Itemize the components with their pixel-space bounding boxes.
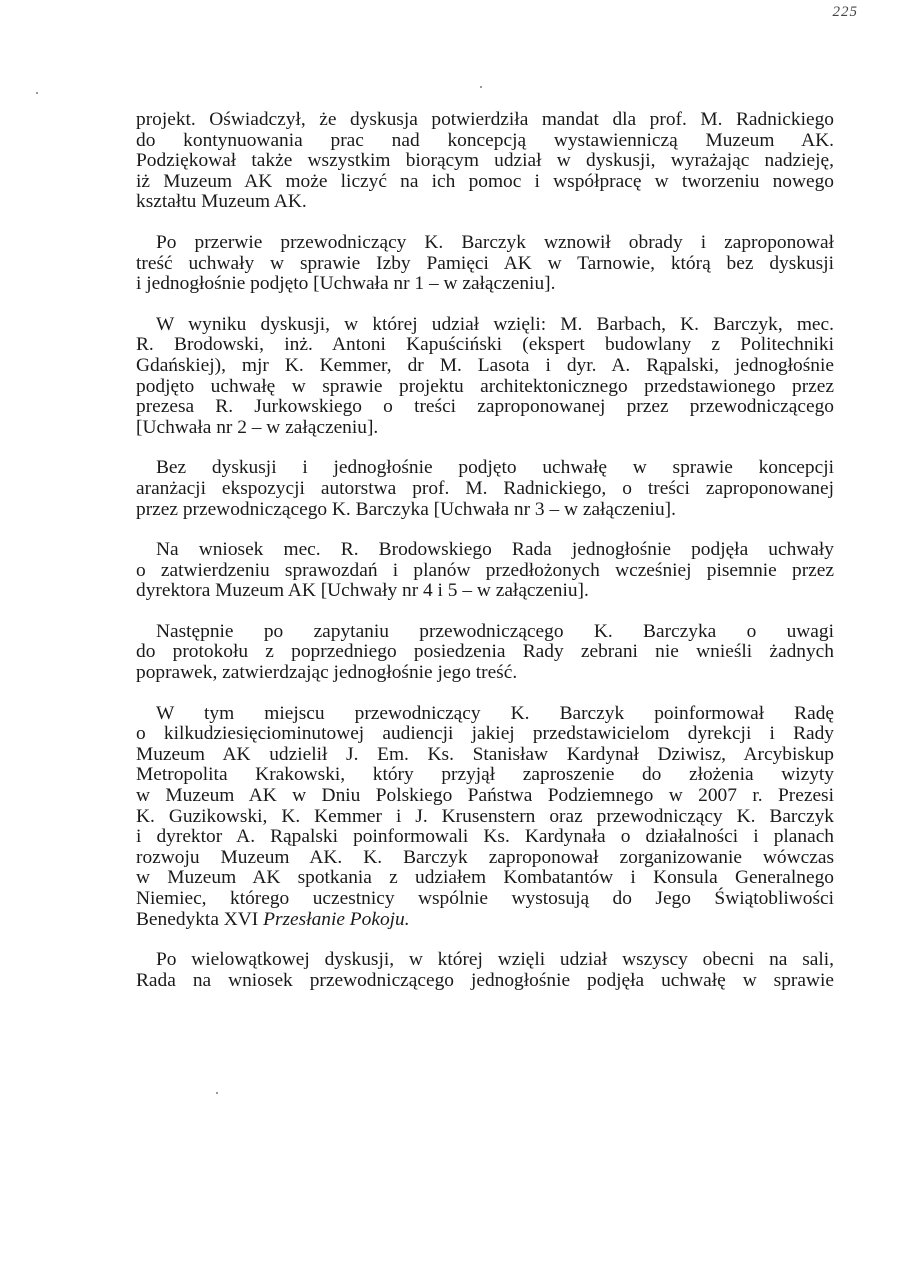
text-line: w Muzeum AK w Dniu Polskiego Państwa Podziemnego w 2007 r. Prezesi — [136, 785, 834, 807]
text-line: w Muzeum AK spotkania z udziałem Kombatantów i Konsula Generalnego — [136, 867, 834, 889]
text-line: Po wielowątkowej dyskusji, w której wzięli udział wszyscy obecni na sali, — [156, 949, 834, 971]
scan-speck — [216, 1092, 218, 1094]
text-line: o zatwierdzeniu sprawozdań i planów przedłożonych wcześniej pisemnie przez — [136, 559, 834, 581]
text-plain: Benedykta XVI — [136, 908, 264, 930]
text-line: i dyrektor A. Rąpalski poinformowali Ks. Kardynała o działalności i planach — [136, 826, 834, 848]
document-body — [136, 110, 834, 1011]
paragraph-3 — [136, 315, 834, 439]
text-line: Muzeum AK udzielił J. Em. Ks. Stanisław Kardynał Dziwisz, Arcybiskup — [136, 743, 834, 765]
text-line: przez przewodniczącego K. Barczyka [Uchwała nr 3 – w załączeniu]. — [136, 498, 676, 520]
text-line: do kontynuowania prac nad koncepcją wystawienniczą Muzeum AK. — [136, 129, 834, 151]
italic-title: Przesłanie Pokoju. — [263, 908, 410, 930]
paragraph-2 — [136, 233, 834, 295]
text-line: iż Muzeum AK może liczyć na ich pomoc i współpracę w tworzeniu nowego — [136, 170, 834, 192]
text-line: Następnie po zapytaniu przewodniczącego K. Barczyka o uwagi — [156, 620, 834, 642]
paragraph-8 — [136, 950, 834, 991]
text-line: o kilkudziesięciominutowej audiencji jakiej przedstawicielom dyrekcji i Rady — [136, 723, 834, 745]
text-line: K. Guzikowski, K. Kemmer i J. Krusenstern oraz przewodniczący K. Barczyk — [136, 805, 834, 827]
page-number: 225 — [832, 4, 858, 20]
text-line: dyrektora Muzeum AK [Uchwały nr 4 i 5 – w załączeniu]. — [136, 580, 589, 602]
text-line: kształtu Muzeum AK. — [136, 191, 307, 213]
text-line: Podziękował także wszystkim biorącym udział w dyskusji, wyrażając nadzieję, — [136, 150, 834, 172]
text-line: do protokołu z poprzedniego posiedzenia Rady zebrani nie wnieśli żadnych — [136, 641, 834, 663]
text-line: [Uchwała nr 2 – w załączeniu]. — [136, 416, 379, 438]
text-line: Gdańskiej), mjr K. Kemmer, dr M. Lasota i dyr. A. Rąpalski, jednogłośnie — [136, 354, 834, 376]
text-line: Na wniosek mec. R. Brodowskiego Rada jednogłośnie podjęła uchwały — [156, 539, 834, 561]
text-line: projekt. Oświadczył, że dyskusja potwierdziła mandat dla prof. M. Radnickiego — [136, 109, 834, 130]
text-line: Niemiec, którego uczestnicy wspólnie wystosują do Jego Świątobliwości — [136, 888, 834, 909]
text-line: prezesa R. Jurkowskiego o treści zaproponowanej przez przewodniczącego — [136, 396, 834, 418]
paragraph-6 — [136, 622, 834, 684]
scan-speck — [36, 92, 38, 94]
text-line: W tym miejscu przewodniczący K. Barczyk poinformował Radę — [156, 702, 834, 724]
text-line: treść uchwały w sprawie Izby Pamięci AK w Tarnowie, którą bez dyskusji — [136, 252, 834, 274]
paragraph-1 — [136, 110, 834, 213]
text-line: R. Brodowski, inż. Antoni Kapuściński (ekspert budowlany z Politechniki — [136, 334, 834, 356]
text-line: W wyniku dyskusji, w której udział wzięli: M. Barbach, K. Barczyk, mec. — [156, 313, 834, 335]
paragraph-4 — [136, 458, 834, 520]
text-line: i jednogłośnie podjęto [Uchwała nr 1 – w załączeniu]. — [136, 273, 556, 295]
paragraph-5 — [136, 540, 834, 602]
text-line: aranżacji ekspozycji autorstwa prof. M. Radnickiego, o treści zaproponowanej — [136, 477, 834, 499]
scan-speck — [480, 86, 482, 88]
paragraph-7 — [136, 704, 834, 931]
text-line: rozwoju Muzeum AK. K. Barczyk zaproponował zorganizowanie wówczas — [136, 846, 834, 868]
text-line: poprawek, zatwierdzając jednogłośnie jego treść. — [136, 662, 518, 684]
text-line: Bez dyskusji i jednogłośnie podjęto uchwałę w sprawie koncepcji — [156, 457, 834, 479]
text-line — [136, 910, 834, 931]
text-line: Metropolita Krakowski, który przyjął zaproszenie do złożenia wizyty — [136, 764, 834, 786]
text-line: Po przerwie przewodniczący K. Barczyk wznowił obrady i zaproponował — [156, 231, 834, 253]
text-line: podjęto uchwałę w sprawie projektu architektonicznego przedstawionego przez — [136, 375, 834, 397]
text-line: Rada na wniosek przewodniczącego jednogłośnie podjęła uchwałę w sprawie — [136, 969, 834, 991]
